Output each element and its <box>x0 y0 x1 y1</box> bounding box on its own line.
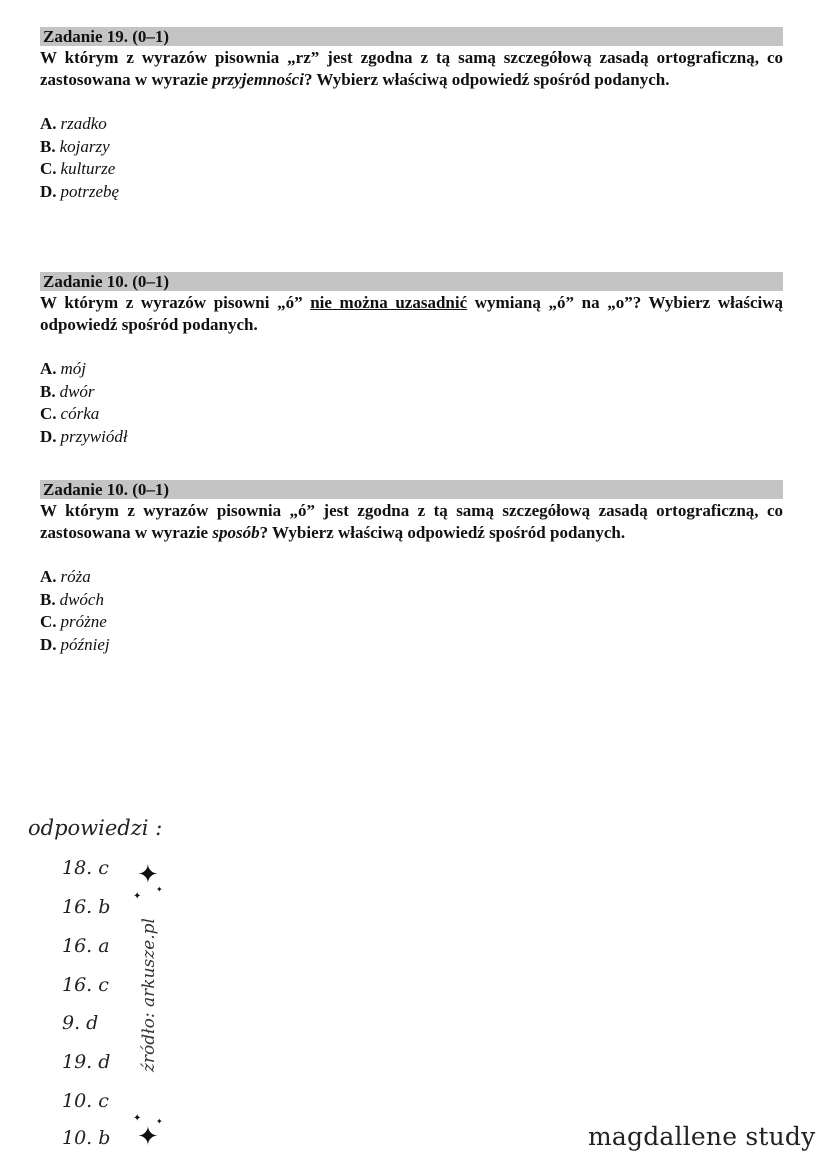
task-header: Zadanie 19. (0–1) <box>40 27 783 46</box>
option-a: A. róża <box>40 567 91 586</box>
answer-item: 16. c <box>62 974 109 996</box>
question-keyword: przyjemności <box>212 70 304 89</box>
options-list <box>40 566 783 656</box>
question-text: ? Wybierz właściwą odpowiedź spośród podanych. <box>303 70 670 89</box>
answer-item: 10. b <box>62 1127 111 1149</box>
option-c: C. córka <box>40 404 100 423</box>
task-10-b <box>40 480 783 656</box>
question-text: W którym z wyrazów pisownia „ó” jest zgodna z tą samą szczegółową zasadą ortograficzną, co zastosowana w wyrazie <box>40 501 783 542</box>
task-19 <box>40 27 783 203</box>
answer-item: 18. c <box>62 857 109 879</box>
options-list <box>40 358 783 448</box>
source-note: źródło: arkusze.pl <box>139 918 159 1073</box>
option-d: D. potrzebę <box>40 181 120 201</box>
task-question <box>40 500 783 544</box>
option-a: A. mój <box>40 359 87 378</box>
task-question <box>40 292 783 336</box>
option-b: B. dwór <box>40 381 95 401</box>
answer-item: 10. c <box>62 1090 109 1112</box>
question-text: W którym z wyrazów pisowni „ó” <box>40 293 311 312</box>
sparkle-icon: ✦ <box>156 1117 163 1126</box>
task-header: Zadanie 10. (0–1) <box>40 272 783 291</box>
question-keyword: sposób <box>212 523 260 542</box>
task-header: Zadanie 10. (0–1) <box>40 480 783 499</box>
question-text: ? Wybierz właściwą odpowiedź spośród podanych. <box>259 523 626 542</box>
answer-item: 16. b <box>62 896 111 918</box>
sparkle-icon: ✦ <box>133 891 142 902</box>
sparkle-icon: ✦ <box>137 1122 159 1151</box>
options-list <box>40 113 783 203</box>
option-a: A. rzadko <box>40 114 107 133</box>
sparkle-icon: ✦ <box>156 885 163 894</box>
option-d: D. później <box>40 634 110 654</box>
question-text: W którym z wyrazów pisownia „rz” jest zgodna z tą samą szczegółową zasadą ortograficzną, co zastosowana w wyrazie <box>40 48 783 89</box>
task-10-a <box>40 272 783 448</box>
option-c: C. próżne <box>40 612 107 631</box>
answer-item: 19. d <box>62 1051 111 1073</box>
option-c: C. kulturze <box>40 159 116 178</box>
answer-item: 16. a <box>62 935 110 957</box>
question-emphasis: nie można uzasadnić <box>310 293 468 312</box>
sparkle-icon: ✦ <box>133 1113 142 1124</box>
question-text: wymianą „ó” na „o”? Wybierz właściwą odpowiedź spośród podanych. <box>40 293 783 334</box>
option-b: B. dwóch <box>40 589 104 609</box>
answers-title: odpowiedzi : <box>28 816 163 840</box>
brand-watermark: magdallene study <box>588 1122 816 1151</box>
sparkle-icon: ✦ <box>137 860 159 889</box>
answer-item: 9. d <box>62 1012 99 1034</box>
option-d: D. przywiódł <box>40 426 128 446</box>
task-question <box>40 47 783 91</box>
option-b: B. kojarzy <box>40 136 110 156</box>
